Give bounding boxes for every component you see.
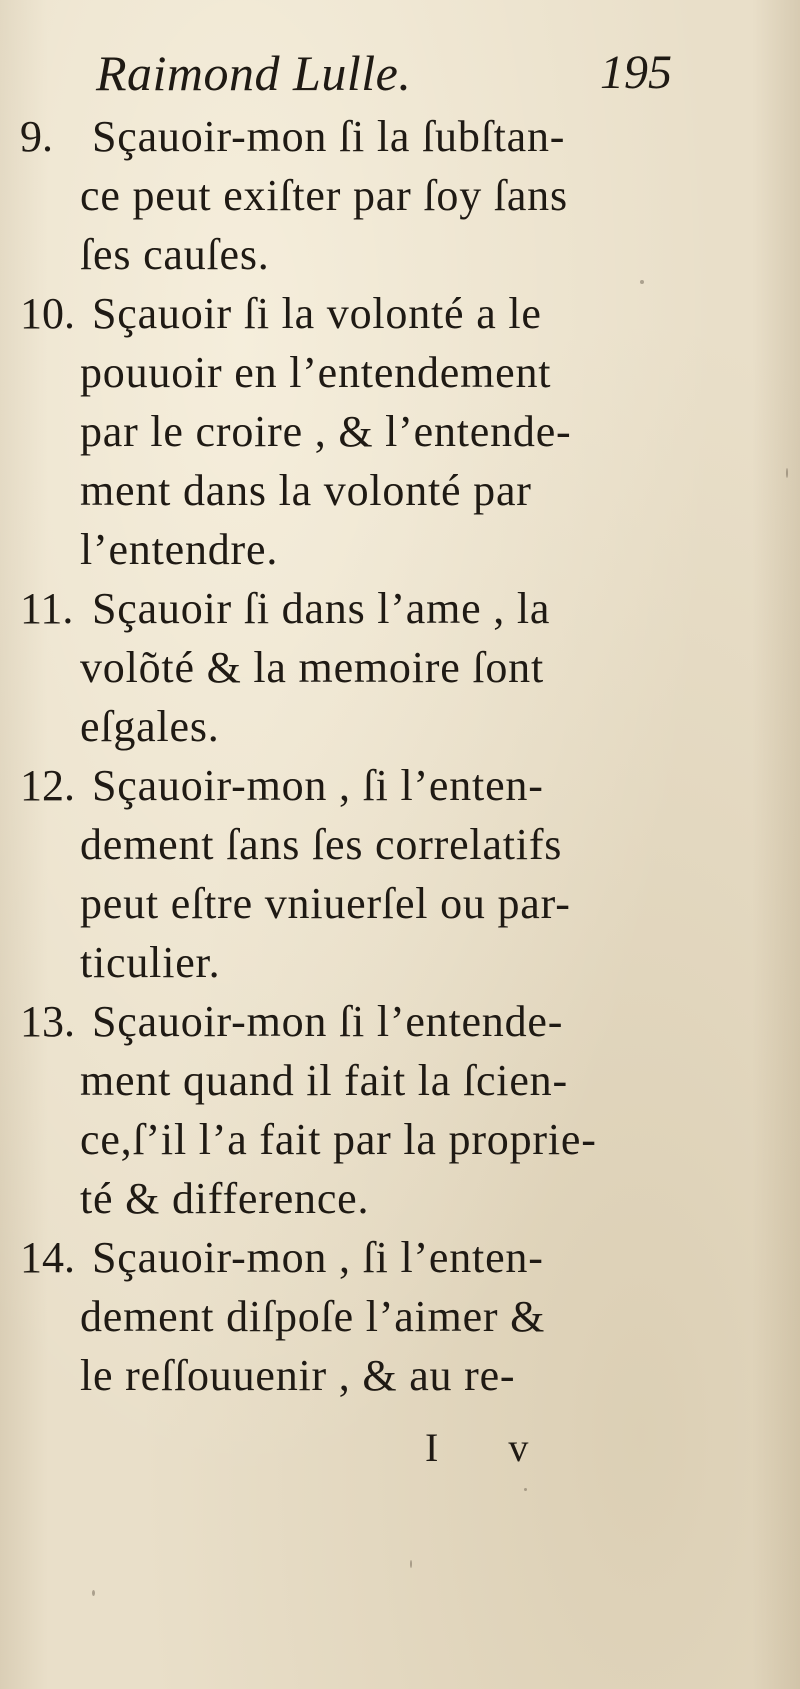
entry-line: pouuoir en l’entendement [80, 348, 552, 397]
entry-line: peut eſtre vniuerſel ou par- [80, 879, 571, 928]
paper-speck [92, 1590, 95, 1596]
entry-line: Sçauoir ſi dans l’ame , la [92, 584, 551, 633]
page-header [0, 38, 800, 108]
entry-number: 14. [20, 1233, 75, 1282]
entry-11 [20, 579, 680, 756]
paper-speck [524, 1488, 527, 1491]
entry-number: 9. [20, 112, 53, 161]
entry-line: l’entendre. [80, 525, 279, 574]
entry-line: ment dans la volonté par [80, 466, 532, 515]
entry-9 [20, 107, 680, 284]
signature-mark: I v [425, 1425, 559, 1470]
entry-line: eſgales. [80, 702, 220, 751]
entry-line: Sçauoir-mon ſi la ſubſtan- [92, 112, 566, 161]
entry-line: ce,ſ’il l’a fait par la proprie- [80, 1115, 597, 1164]
entry-line: ſes cauſes. [80, 230, 270, 279]
entry-line: dement ſans ſes correlatifs [80, 820, 563, 869]
paper-speck [640, 280, 644, 284]
entry-line: Sçauoir-mon , ſi l’enten- [92, 761, 544, 810]
question-list [20, 107, 680, 1405]
entry-line: Sçauoir ſi la volonté a le [92, 289, 542, 338]
entry-line: té & difference. [80, 1174, 370, 1223]
entry-line: Sçauoir-mon ſi l’entende- [92, 997, 564, 1046]
running-head: Raimond Lulle. [96, 45, 412, 101]
entry-10 [20, 284, 680, 579]
entry-number: 10. [20, 289, 75, 338]
entry-line: le reſſouuenir , & au re- [80, 1351, 516, 1400]
entry-number: 13. [20, 997, 75, 1046]
entry-line: par le croire , & l’entende- [80, 407, 572, 456]
paper-speck [410, 1560, 412, 1568]
entry-12 [20, 756, 680, 992]
page-number: 195 [600, 46, 672, 99]
entry-13 [20, 992, 680, 1228]
entry-line: ment quand il fait la ſcien- [80, 1056, 568, 1105]
entry-line: Sçauoir-mon , ſi l’enten- [92, 1233, 544, 1282]
paper-speck [786, 468, 788, 478]
entry-number: 12. [20, 761, 75, 810]
entry-line: dement diſpoſe l’aimer & [80, 1292, 546, 1341]
entry-line: volõté & la memoire ſont [80, 643, 544, 692]
entry-line: ce peut exiſter par ſoy ſans [80, 171, 568, 220]
entry-14 [20, 1228, 680, 1405]
entry-number: 11. [20, 584, 74, 633]
entry-line: ticulier. [80, 938, 221, 987]
